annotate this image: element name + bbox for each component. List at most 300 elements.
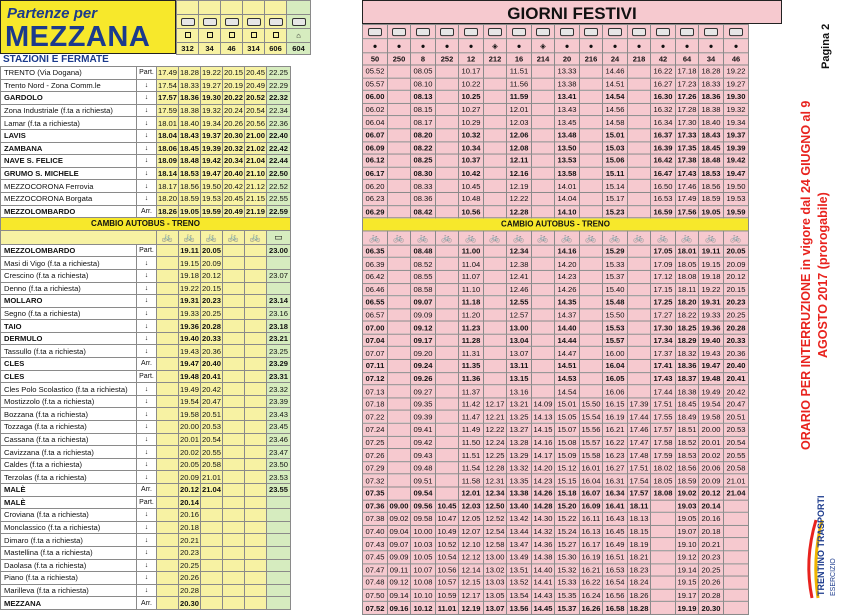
time-cell <box>484 283 507 296</box>
time-cell: 06.04 <box>363 116 388 129</box>
time-cell <box>388 141 411 154</box>
time-cell <box>532 129 555 142</box>
time-cell: 09.54 <box>411 487 436 500</box>
time-cell: 07.04 <box>363 334 388 347</box>
time-cell: 12.16 <box>507 167 532 180</box>
time-cell: 16.04 <box>603 360 628 373</box>
time-cell <box>223 584 245 597</box>
time-cell: 15.11 <box>603 167 628 180</box>
arrival-marker: Arr. <box>137 358 157 371</box>
station-name: Tozzaga (f.ta a richiesta) <box>1 421 137 434</box>
time-cell: 20.21 <box>179 535 199 545</box>
time-cell: 08.42 <box>411 205 436 218</box>
time-cell: 18.28 <box>629 603 649 613</box>
time-cell: 19.02 <box>677 488 697 498</box>
time-cell: 19.37 <box>201 131 221 141</box>
station-row <box>1 307 291 320</box>
station-row <box>1 92 291 105</box>
time-cell <box>532 372 555 385</box>
time-cell: 08.30 <box>411 167 436 180</box>
time-cell: 16.22 <box>651 65 676 78</box>
time-cell <box>245 496 267 509</box>
time-cell: 21.12 <box>245 181 265 191</box>
time-cell: 07.43 <box>363 538 388 551</box>
time-cell: 13.40 <box>507 500 532 513</box>
arrival-marker: ↓ <box>137 572 157 585</box>
time-cell: 20.40 <box>223 169 243 179</box>
time-cell <box>388 270 411 283</box>
column-number: 216 <box>580 53 603 65</box>
time-cell: 20.58 <box>724 461 749 474</box>
station-row <box>1 534 291 547</box>
time-cell <box>388 180 411 193</box>
dot-icon: ● <box>603 39 628 53</box>
side-panel <box>790 0 859 615</box>
time-cell: 17.46 <box>677 181 697 191</box>
station-row <box>1 129 291 142</box>
time-cell <box>628 129 651 142</box>
time-cell: 14.58 <box>603 116 628 129</box>
time-cell: 13.54 <box>507 589 532 602</box>
time-cell: 10.12 <box>411 602 436 615</box>
time-cell: 13.33 <box>555 65 580 78</box>
time-cell: 09.27 <box>411 385 436 398</box>
station-name: Tassullo (f.ta a richiesta) <box>1 345 137 358</box>
time-cell: 11.51 <box>459 449 484 462</box>
bike-icon: 🚲 <box>537 232 549 243</box>
time-cell <box>245 332 267 345</box>
time-cell: 18.59 <box>699 192 724 205</box>
time-cell: 13.15 <box>507 372 532 385</box>
time-cell: 23.46 <box>267 433 291 446</box>
time-cell <box>580 385 603 398</box>
time-cell: 20.18 <box>699 525 724 538</box>
station-row <box>363 270 749 283</box>
time-cell: 16.37 <box>651 129 676 142</box>
dot-icon: ● <box>628 39 651 53</box>
time-cell: 20.40 <box>724 360 749 373</box>
bus-icon <box>392 28 406 36</box>
column-icon <box>243 1 265 15</box>
time-cell: 12.24 <box>485 437 505 447</box>
time-cell: 20.18 <box>179 523 199 533</box>
time-cell <box>436 347 459 360</box>
right-marker-row <box>363 39 749 53</box>
right-timetable <box>362 24 749 615</box>
time-cell <box>157 559 179 572</box>
time-cell: 17.57 <box>651 423 676 436</box>
time-cell <box>484 321 507 334</box>
time-cell <box>388 192 411 205</box>
time-cell: 19.17 <box>677 590 697 600</box>
time-cell: 11.00 <box>459 245 484 258</box>
time-cell <box>532 283 555 296</box>
station-name: Piano (f.ta a richiesta) <box>1 572 137 585</box>
time-cell <box>223 395 245 408</box>
station-row <box>1 117 291 130</box>
bus-icon <box>560 28 574 36</box>
time-cell: 20.19 <box>223 80 243 90</box>
time-cell <box>436 411 459 424</box>
time-cell: 20.14 <box>699 500 724 513</box>
time-cell: 13.05 <box>485 590 505 600</box>
station-row <box>1 370 291 383</box>
time-cell <box>245 484 267 497</box>
time-cell <box>484 154 507 167</box>
time-cell: 18.53 <box>699 167 724 180</box>
time-cell: 15.30 <box>555 551 580 564</box>
time-cell: 07.45 <box>363 551 388 564</box>
time-cell <box>532 154 555 167</box>
time-cell <box>245 559 267 572</box>
time-cell <box>580 78 603 91</box>
time-cell: 20.25 <box>724 309 749 322</box>
time-cell: 08.52 <box>411 258 436 271</box>
time-cell: 20.14 <box>179 497 199 507</box>
time-cell: 12.19 <box>459 602 484 615</box>
time-cell: 23.32 <box>267 383 291 396</box>
time-cell <box>651 576 676 589</box>
time-cell: 15.50 <box>603 309 628 322</box>
time-cell <box>484 296 507 309</box>
time-cell: 20.45 <box>223 194 243 204</box>
bike-cell <box>459 231 484 245</box>
time-cell: 23.43 <box>267 408 291 421</box>
time-cell <box>436 334 459 347</box>
column-number: 8 <box>411 53 436 65</box>
time-cell: 19.22 <box>179 283 199 293</box>
time-cell: 11.58 <box>459 474 484 487</box>
column-number: 64 <box>676 53 699 65</box>
time-cell <box>628 372 651 385</box>
time-cell: 18.08 <box>677 272 697 282</box>
time-cell: 14.23 <box>533 476 553 486</box>
column-number: 604 <box>287 43 311 55</box>
time-cell <box>484 347 507 360</box>
station-row <box>363 360 749 373</box>
time-cell: 15.05 <box>555 411 580 424</box>
time-cell: 19.43 <box>179 346 199 356</box>
time-cell <box>436 474 459 487</box>
bike-cell <box>363 231 388 245</box>
bus-icon-cell <box>628 25 651 39</box>
time-cell: 17.49 <box>157 68 177 78</box>
time-cell: 15.54 <box>581 412 601 422</box>
station-row <box>1 205 291 218</box>
time-cell: 12.06 <box>507 129 532 142</box>
arrival-marker: ↓ <box>137 534 157 547</box>
time-cell <box>201 546 223 559</box>
time-cell: 11.28 <box>459 334 484 347</box>
time-cell <box>436 398 459 411</box>
column-number: 24 <box>603 53 628 65</box>
time-cell: 13.45 <box>555 116 580 129</box>
bike-icon: 🚲 <box>585 232 597 243</box>
time-cell: 20.53 <box>724 423 749 436</box>
station-row <box>363 258 749 271</box>
time-cell: 15.37 <box>555 602 580 615</box>
station-row <box>1 496 291 509</box>
bike-icon: 🚲 <box>227 231 240 242</box>
time-cell: 19.49 <box>179 384 199 394</box>
time-cell <box>157 446 179 459</box>
column-number: 34 <box>199 43 221 55</box>
time-cell: 17.05 <box>651 245 676 258</box>
time-cell: 18.19 <box>629 539 649 549</box>
time-cell: 16.06 <box>603 385 628 398</box>
time-cell: 09.07 <box>411 296 436 309</box>
time-cell: 10.56 <box>459 205 484 218</box>
time-cell: 18.06 <box>157 143 177 153</box>
time-cell: 20.47 <box>724 398 749 411</box>
station-name: MOLLARO <box>1 295 137 308</box>
time-cell: 13.29 <box>507 449 532 462</box>
time-cell: 15.24 <box>555 525 580 538</box>
time-cell: 12.58 <box>485 539 505 549</box>
time-cell: 16.39 <box>651 141 676 154</box>
time-cell <box>223 572 245 585</box>
time-cell <box>245 358 267 371</box>
time-cell <box>628 385 651 398</box>
time-cell: 14.16 <box>533 437 553 447</box>
time-cell <box>580 360 603 373</box>
time-cell: 19.31 <box>179 296 199 306</box>
time-cell: 18.20 <box>677 297 697 307</box>
station-row <box>1 433 291 446</box>
time-cell: 08.10 <box>411 78 436 91</box>
dot-icon: ● <box>388 39 411 53</box>
time-cell <box>223 521 245 534</box>
time-cell: 11.18 <box>459 296 484 309</box>
time-cell: 17.47 <box>629 437 649 447</box>
time-cell: 15.58 <box>581 450 601 460</box>
station-name: CLES <box>1 370 137 383</box>
time-cell <box>223 408 245 421</box>
time-cell <box>223 244 245 257</box>
time-cell: 16.19 <box>603 411 628 424</box>
time-cell <box>651 551 676 564</box>
station-row <box>363 563 749 576</box>
arrival-marker: ↓ <box>137 192 157 205</box>
bike-cell <box>699 231 724 245</box>
time-cell: 20.28 <box>201 321 221 331</box>
time-cell <box>436 321 459 334</box>
time-cell: 18.56 <box>677 463 697 473</box>
time-cell: 23.00 <box>267 244 291 257</box>
time-cell: 19.34 <box>201 118 221 128</box>
bike-icon: 🚲 <box>393 232 405 243</box>
time-cell: 19.58 <box>699 411 724 424</box>
time-cell: 19.54 <box>699 398 724 411</box>
bus-icon-cell <box>555 25 580 39</box>
time-cell <box>157 408 179 421</box>
station-name: Cavizzana (f.ta a richiesta) <box>1 446 137 459</box>
time-cell <box>484 90 507 103</box>
time-cell <box>532 270 555 283</box>
time-cell: 15.53 <box>603 321 628 334</box>
time-cell: 23.31 <box>267 370 291 383</box>
time-cell: 15.27 <box>555 538 580 551</box>
time-cell: 11.20 <box>459 309 484 322</box>
bus-icon <box>488 28 502 36</box>
time-cell: 20.28 <box>179 586 199 596</box>
bike-icon: 🚲 <box>183 231 196 242</box>
station-name: GARDOLO <box>1 92 137 105</box>
time-cell: 18.59 <box>677 476 697 486</box>
station-row <box>1 395 291 408</box>
time-cell: 20.52 <box>245 93 265 103</box>
time-cell: 15.06 <box>603 154 628 167</box>
time-cell <box>157 269 179 282</box>
time-cell: 18.04 <box>157 131 177 141</box>
time-cell: 09.26 <box>411 372 436 385</box>
dot-icon: ● <box>651 39 676 53</box>
station-row <box>1 546 291 559</box>
time-cell: 19.19 <box>677 603 697 613</box>
time-cell <box>157 521 179 534</box>
time-cell: 14.30 <box>533 514 553 524</box>
arrival-marker: ↓ <box>137 559 157 572</box>
time-cell <box>388 474 411 487</box>
dot-icon: ● <box>699 39 724 53</box>
time-cell: 10.45 <box>437 501 457 511</box>
time-cell: 20.09 <box>699 474 724 487</box>
time-cell: 13.44 <box>507 525 532 538</box>
time-cell <box>267 257 291 270</box>
arrival-marker: ↓ <box>137 320 157 333</box>
time-cell: 22.44 <box>267 155 291 168</box>
time-cell: 18.59 <box>179 194 199 204</box>
time-cell: 22.55 <box>267 192 291 205</box>
time-cell: 08.25 <box>411 154 436 167</box>
time-cell: 20.45 <box>245 68 265 78</box>
time-cell <box>628 245 651 258</box>
time-cell <box>651 602 676 615</box>
time-cell: 09.17 <box>411 334 436 347</box>
trentino-trasporti-logo: TRENTINO TRASPORTI ESERCIZIO <box>802 480 848 605</box>
time-cell: 18.36 <box>699 90 724 103</box>
time-cell: 14.28 <box>533 501 553 511</box>
time-cell <box>436 360 459 373</box>
column-icon <box>287 15 311 29</box>
bus-icon <box>440 28 454 36</box>
time-cell: 14.13 <box>533 412 553 422</box>
time-cell <box>223 307 245 320</box>
time-cell <box>484 360 507 373</box>
station-name: NAVE S. FELICE <box>1 155 137 168</box>
time-cell: 14.23 <box>555 270 580 283</box>
time-cell: 19.37 <box>724 129 749 142</box>
arrival-marker: ↓ <box>137 433 157 446</box>
time-cell <box>223 421 245 434</box>
time-cell <box>580 245 603 258</box>
time-cell <box>580 65 603 78</box>
time-cell: 09.41 <box>411 423 436 436</box>
station-row <box>1 509 291 522</box>
time-cell <box>436 103 459 116</box>
time-cell: 18.26 <box>629 590 649 600</box>
time-cell: 07.18 <box>363 398 388 411</box>
time-cell: 12.25 <box>485 450 505 460</box>
station-row <box>363 525 749 538</box>
time-cell: 16.51 <box>603 551 628 564</box>
time-cell: 20.01 <box>699 436 724 449</box>
time-cell <box>388 205 411 218</box>
bike-cell <box>179 230 201 244</box>
time-cell <box>484 103 507 116</box>
station-row <box>1 167 291 180</box>
time-cell <box>245 307 267 320</box>
time-cell: 18.13 <box>629 514 649 524</box>
column-icon <box>177 15 199 29</box>
column-number: 218 <box>628 53 651 65</box>
time-cell: 19.59 <box>201 206 221 216</box>
time-cell: 16.04 <box>581 476 601 486</box>
time-cell: 14.53 <box>555 372 580 385</box>
time-cell <box>484 334 507 347</box>
time-cell <box>245 269 267 282</box>
time-cell: 14.40 <box>555 321 580 334</box>
time-cell: 06.39 <box>363 258 388 271</box>
time-cell: 19.42 <box>724 154 749 167</box>
time-cell <box>388 461 411 474</box>
time-cell <box>223 546 245 559</box>
time-cell <box>388 258 411 271</box>
time-cell: 14.16 <box>555 245 580 258</box>
bike-cell <box>245 230 267 244</box>
station-row <box>363 154 749 167</box>
time-cell: 20.41 <box>724 372 749 385</box>
station-name: Croviana (f.ta a richiesta) <box>1 509 137 522</box>
station-row <box>363 205 749 218</box>
bus-icon <box>632 28 646 36</box>
column-icon <box>243 29 265 43</box>
arrival-marker: ↓ <box>137 383 157 396</box>
time-cell: 10.32 <box>459 129 484 142</box>
time-cell: 09.12 <box>389 578 409 588</box>
time-cell: 10.29 <box>459 116 484 129</box>
time-cell: 18.14 <box>157 169 177 179</box>
time-cell: 09.07 <box>389 539 409 549</box>
time-cell <box>436 141 459 154</box>
time-cell: 16.53 <box>603 563 628 576</box>
time-cell: 15.20 <box>555 500 580 513</box>
time-cell: 14.09 <box>533 399 553 409</box>
time-cell: 20.24 <box>223 106 243 116</box>
time-cell: 16.31 <box>603 474 628 487</box>
time-cell <box>157 307 179 320</box>
bus-icon <box>704 28 718 36</box>
time-cell <box>245 395 267 408</box>
time-cell: 16.58 <box>603 602 628 615</box>
column-number: 214 <box>532 53 555 65</box>
time-cell <box>388 423 411 436</box>
bike-cell <box>676 231 699 245</box>
time-cell: 11.42 <box>459 398 484 411</box>
time-cell: 17.12 <box>651 270 676 283</box>
time-cell <box>223 358 245 371</box>
time-cell: 15.29 <box>603 245 628 258</box>
time-cell <box>436 65 459 78</box>
time-cell: 18.56 <box>699 180 724 193</box>
station-row <box>1 597 291 610</box>
time-cell <box>628 360 651 373</box>
time-cell: 07.47 <box>363 563 388 576</box>
bus-icon <box>269 18 283 26</box>
station-row <box>363 78 749 91</box>
cambio-label: CAMBIO AUTOBUS - TRENO <box>1 218 291 231</box>
time-cell <box>388 129 411 142</box>
